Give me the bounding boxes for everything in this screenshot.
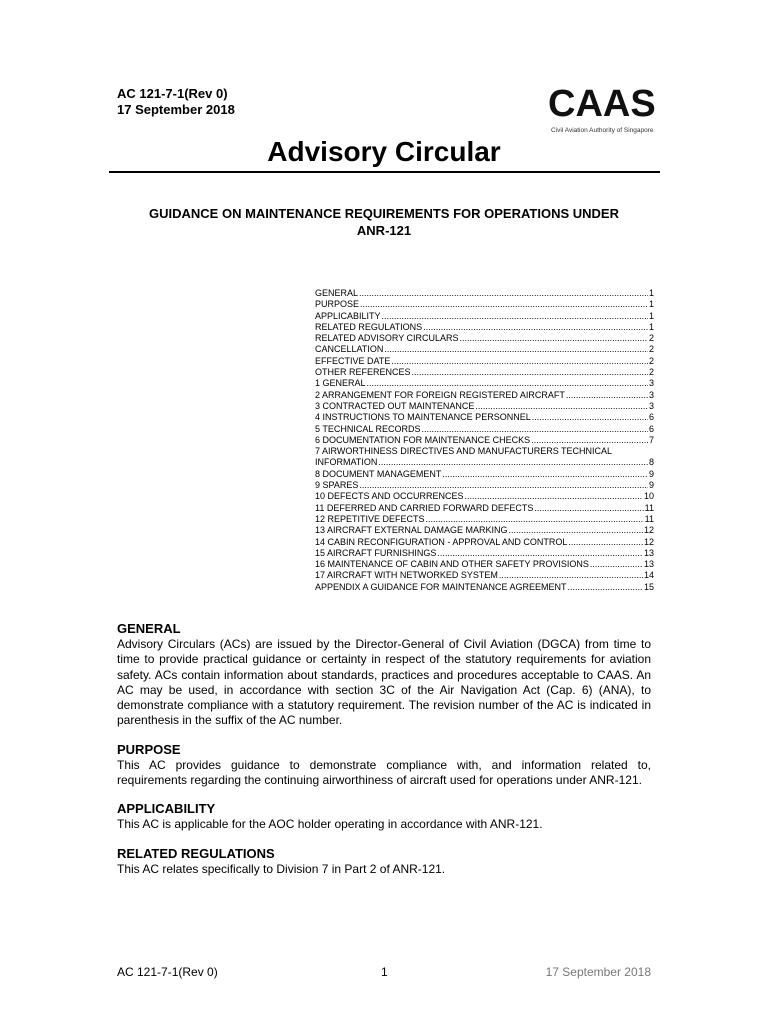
toc-entry[interactable] [315, 537, 654, 548]
toc-page-number: 14 [643, 570, 654, 581]
toc-page-number: 1 [648, 321, 654, 332]
section-applicability [117, 800, 651, 832]
toc-page-number: 9 [648, 480, 654, 491]
toc-entry[interactable] [315, 480, 654, 491]
toc-entry[interactable] [315, 570, 654, 581]
toc-leader-dots [384, 344, 648, 355]
toc-leader-dots [426, 514, 644, 525]
toc-leader-dots [367, 378, 648, 389]
toc-page-number: 7 [648, 434, 654, 445]
toc-entry[interactable] [315, 356, 654, 367]
toc-entry[interactable] [315, 525, 654, 536]
toc-entry-label: PURPOSE [315, 299, 360, 310]
toc-entry[interactable] [315, 333, 654, 344]
toc-leader-dots [509, 525, 643, 536]
toc-entry-label: RELATED ADVISORY CIRCULARS [315, 333, 459, 344]
toc-entry-label: 6 DOCUMENTATION FOR MAINTENANCE CHECKS [315, 434, 531, 445]
toc-entry-label: 10 DEFECTS AND OCCURRENCES [315, 491, 464, 502]
toc-leader-dots [437, 548, 643, 559]
toc-entry-label: 3 CONTRACTED OUT MAINTENANCE [315, 400, 475, 411]
toc-entry-label: OTHER REFERENCES [315, 367, 411, 378]
logo-subtext: Civil Aviation Authority of Singapore [551, 127, 654, 134]
toc-entry[interactable] [315, 311, 654, 322]
toc-entry-label: RELATED REGULATIONS [315, 321, 423, 332]
toc-page-number: 11 [644, 502, 654, 513]
toc-leader-dots [465, 491, 643, 502]
section-text: This AC is applicable for the AOC holder operating in accordance with ANR-121. [117, 817, 543, 832]
toc-entry-label: 8 DOCUMENT MANAGEMENT [315, 468, 442, 479]
toc-page-number: 3 [648, 389, 654, 400]
toc-entry[interactable] [315, 469, 654, 480]
toc-page-number: 1 [648, 299, 654, 310]
toc-page-number: 2 [648, 333, 654, 344]
toc-leader-dots [566, 390, 648, 401]
toc-entry-label: 15 AIRCRAFT FURNISHINGS [315, 547, 437, 558]
toc-leader-dots [460, 333, 648, 344]
toc-entry[interactable] [315, 344, 654, 355]
issue-date: 17 September 2018 [117, 102, 235, 117]
toc-entry[interactable] [315, 299, 654, 310]
toc-page-number: 6 [648, 412, 654, 423]
toc-page-number: 10 [643, 491, 654, 502]
toc-leader-dots [412, 367, 648, 378]
toc-entry[interactable] [315, 559, 654, 570]
toc-page-number: 12 [643, 536, 654, 547]
logo-wordmark: CAAS [548, 83, 656, 125]
toc-leader-dots [568, 582, 643, 593]
table-of-contents [315, 288, 654, 593]
toc-entry[interactable] [315, 514, 654, 525]
toc-entry[interactable] [315, 367, 654, 378]
toc-leader-dots [499, 570, 643, 581]
toc-entry-label: 2 ARRANGEMENT FOR FOREIGN REGISTERED AIRCRAFT [315, 389, 565, 400]
toc-page-number: 1 [648, 310, 654, 321]
toc-entry[interactable] [315, 548, 654, 559]
toc-entry-label: 14 CABIN RECONFIGURATION - APPROVAL AND CONTROL [315, 536, 568, 547]
footer-date: 17 September 2018 [545, 965, 651, 979]
section-related-regulations [117, 845, 651, 877]
toc-entry[interactable] [315, 491, 654, 502]
toc-page-number: 3 [648, 378, 654, 389]
toc-entry[interactable] [315, 424, 654, 435]
toc-entry[interactable] [315, 401, 654, 412]
toc-entry[interactable] [315, 457, 654, 468]
toc-entry-label: 17 AIRCRAFT WITH NETWORKED SYSTEM [315, 570, 498, 581]
subtitle-line-1: GUIDANCE ON MAINTENANCE REQUIREMENTS FOR OPERATIONS UNDER [149, 206, 619, 221]
toc-entry[interactable] [315, 435, 654, 446]
section-heading: APPLICABILITY [117, 801, 216, 817]
toc-page-number: 9 [648, 468, 654, 479]
subtitle-line-2: ANR-121 [356, 223, 412, 238]
toc-entry[interactable] [315, 390, 654, 401]
toc-leader-dots [422, 424, 648, 435]
toc-leader-dots [531, 435, 648, 446]
toc-entry[interactable] [315, 582, 654, 593]
section-general [117, 620, 651, 729]
toc-entry-label: 4 INSTRUCTIONS TO MAINTENANCE PERSONNEL [315, 412, 531, 423]
ac-number: AC 121-7-1(Rev 0) [117, 86, 228, 101]
toc-entry-label: EFFECTIVE DATE [315, 355, 391, 366]
toc-page-number: 11 [644, 513, 654, 524]
toc-page-number: 6 [648, 423, 654, 434]
toc-leader-dots [360, 299, 648, 310]
section-text: This AC provides guidance to demonstrate compliance with, and information related to, requirements regarding the continuing airworthiness of aircraft used for operations under ANR-121. [117, 757, 651, 788]
toc-entry-label: 16 MAINTENANCE OF CABIN AND OTHER SAFETY PROVISIONS [315, 559, 589, 570]
toc-leader-dots [359, 480, 648, 491]
toc-leader-dots [391, 356, 648, 367]
page-title: Advisory Circular [267, 136, 501, 167]
document-body [117, 620, 651, 889]
toc-leader-dots [359, 288, 648, 299]
toc-page-number: 8 [648, 457, 654, 468]
toc-page-number: 15 [643, 581, 654, 592]
section-purpose [117, 741, 651, 789]
toc-entry[interactable] [315, 288, 654, 299]
toc-entry-label: 12 REPETITIVE DEFECTS [315, 513, 425, 524]
document-subtitle [110, 205, 658, 239]
toc-leader-dots [568, 537, 643, 548]
toc-entry-label: INFORMATION [315, 457, 378, 468]
toc-entry-label: APPENDIX A GUIDANCE FOR MAINTENANCE AGREEMENT [315, 581, 567, 592]
caas-logo [548, 84, 660, 140]
document-reference [117, 86, 235, 118]
toc-entry[interactable] [315, 378, 654, 389]
footer-page-number: 1 [381, 965, 388, 979]
toc-leader-dots [423, 322, 648, 333]
toc-page-number: 13 [643, 547, 654, 558]
toc-entry-label: GENERAL [315, 288, 359, 298]
section-text: Advisory Circulars (ACs) are issued by the Director-General of Civil Aviation (DGCA) from time to time to provide practical guidance or certainty in respect of the statutory requirements for aviation safety. ACs contain information about standards, practices and procedures acceptable to CAAS. An AC may be used, in accordance with section 3C of the Air Navigation Act (Cap. 6) (ANA), to demonstrate compliance with a statutory requirement. The revision number of the AC is indicated in parenthesis in the suffix of the AC number. [117, 637, 651, 728]
toc-leader-dots [382, 311, 648, 322]
toc-page-number: 1 [648, 288, 654, 298]
toc-leader-dots [475, 401, 648, 412]
toc-page-number: 2 [648, 344, 654, 355]
section-heading: RELATED REGULATIONS [117, 845, 275, 861]
toc-entry[interactable] [315, 412, 654, 423]
toc-page-number: 13 [643, 559, 654, 570]
toc-entry-label: 1 GENERAL [315, 378, 366, 389]
toc-entry-label: 5 TECHNICAL RECORDS [315, 423, 421, 434]
toc-entry-label: 13 AIRCRAFT EXTERNAL DAMAGE MARKING [315, 525, 508, 536]
toc-page-number: 2 [648, 367, 654, 378]
toc-entry-label: 7 AIRWORTHINESS DIRECTIVES AND MANUFACTURERS TECHNICAL [315, 446, 613, 457]
section-heading: PURPOSE [117, 741, 181, 757]
toc-leader-dots [590, 559, 643, 570]
section-heading: GENERAL [117, 621, 181, 636]
toc-entry[interactable] [315, 503, 654, 514]
section-text: This AC relates specifically to Division 7 in Part 2 of ANR-121. [117, 861, 446, 876]
toc-page-number: 2 [648, 355, 654, 366]
page-footer [117, 965, 651, 981]
toc-entry-label: 9 SPARES [315, 480, 359, 491]
toc-page-number: 12 [643, 525, 654, 536]
toc-entry-label: 11 DEFERRED AND CARRIED FORWARD DEFECTS [315, 502, 534, 513]
toc-leader-dots [532, 412, 648, 423]
title-divider [109, 171, 660, 173]
toc-entry-label: APPLICABILITY [315, 310, 381, 321]
toc-leader-dots [378, 457, 648, 468]
toc-entry-label: CANCELLATION [315, 344, 384, 355]
toc-entry[interactable] [315, 322, 654, 333]
footer-ac-number: AC 121-7-1(Rev 0) [117, 965, 218, 979]
toc-page-number: 3 [648, 400, 654, 411]
toc-leader-dots [534, 503, 643, 514]
toc-leader-dots [442, 469, 648, 480]
